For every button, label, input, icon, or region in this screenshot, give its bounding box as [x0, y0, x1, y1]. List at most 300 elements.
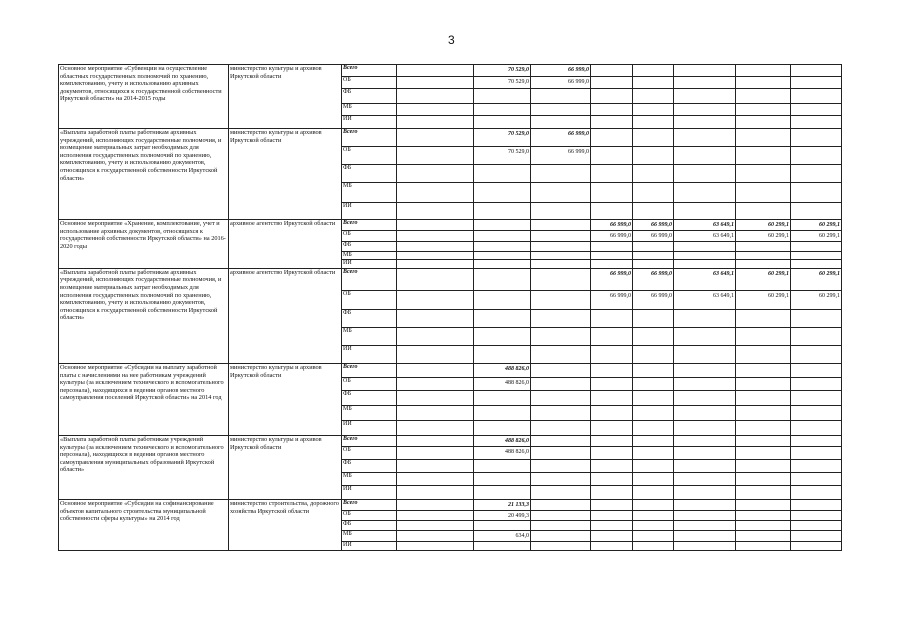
amount-cell	[791, 345, 842, 363]
table-row	[59, 65, 842, 77]
amount-cell	[531, 230, 591, 241]
amount-cell	[397, 147, 474, 165]
amount-cell: 488 826,0	[474, 436, 531, 447]
amount-cell	[791, 500, 842, 511]
amount-cell	[674, 89, 736, 104]
funding-source: МБ	[342, 531, 397, 542]
amount-cell	[736, 510, 791, 521]
funding-source: ИИ	[342, 542, 397, 551]
amount-cell	[531, 309, 591, 327]
amount-cell	[531, 165, 591, 183]
amount-cell	[531, 241, 591, 251]
program-table	[58, 64, 842, 551]
amount-cell	[633, 500, 674, 511]
amount-cell	[674, 542, 736, 551]
amount-cell	[474, 104, 531, 116]
amount-cell	[633, 116, 674, 129]
amount-cell	[591, 500, 633, 511]
amount-cell	[736, 165, 791, 183]
amount-cell	[791, 390, 842, 405]
amount-cell: 60 299,1	[736, 268, 791, 290]
amount-cell	[736, 421, 791, 436]
amount-cell	[633, 203, 674, 220]
amount-cell	[397, 531, 474, 542]
amount-cell	[474, 486, 531, 500]
amount-cell	[531, 251, 591, 260]
amount-cell: 60 299,1	[791, 290, 842, 309]
amount-cell	[633, 521, 674, 531]
amount-cell	[633, 447, 674, 460]
amount-cell	[791, 147, 842, 165]
amount-cell	[591, 473, 633, 486]
amount-cell	[791, 486, 842, 500]
amount-cell: 21 133,3	[474, 500, 531, 511]
amount-cell	[633, 260, 674, 269]
amount-cell	[531, 220, 591, 231]
amount-cell	[397, 421, 474, 436]
amount-cell	[591, 65, 633, 77]
amount-cell: 60 299,1	[791, 220, 842, 231]
amount-cell	[397, 65, 474, 77]
amount-cell: 488 826,0	[474, 363, 531, 377]
amount-cell	[633, 77, 674, 89]
funding-source: МБ	[342, 183, 397, 203]
amount-cell	[397, 436, 474, 447]
executor: архивное агентство Иркутской области	[229, 220, 342, 268]
amount-cell	[591, 147, 633, 165]
amount-cell: 66 999,0	[531, 129, 591, 147]
amount-cell	[633, 165, 674, 183]
funding-source: ИИ	[342, 260, 397, 269]
funding-source: Всего	[342, 65, 397, 77]
amount-cell	[531, 510, 591, 521]
amount-cell	[531, 521, 591, 531]
amount-cell	[474, 542, 531, 551]
amount-cell	[591, 421, 633, 436]
amount-cell: 63 649,1	[674, 230, 736, 241]
table-row	[59, 268, 842, 290]
amount-cell	[531, 345, 591, 363]
funding-source: Всего	[342, 129, 397, 147]
executor: министерство культуры и архивов Иркутской области	[229, 65, 342, 129]
amount-cell	[531, 436, 591, 447]
amount-cell: 63 649,1	[674, 268, 736, 290]
amount-cell	[791, 363, 842, 377]
amount-cell	[633, 473, 674, 486]
amount-cell	[633, 531, 674, 542]
funding-source: ОБ	[342, 447, 397, 460]
amount-cell	[531, 406, 591, 421]
amount-cell	[531, 116, 591, 129]
amount-cell	[736, 531, 791, 542]
funding-source: МБ	[342, 104, 397, 116]
amount-cell	[736, 406, 791, 421]
amount-cell	[397, 473, 474, 486]
amount-cell	[397, 77, 474, 89]
amount-cell	[397, 390, 474, 405]
amount-cell	[591, 521, 633, 531]
amount-cell	[736, 327, 791, 345]
amount-cell	[791, 183, 842, 203]
amount-cell	[397, 104, 474, 116]
funding-source: ИИ	[342, 486, 397, 500]
amount-cell	[736, 390, 791, 405]
activity-name: Основное мероприятие «Хранение, комплектование, учет и использование архивных документов, относящихся к государственной собственности Иркутской области» на 2016-2020 годы	[59, 220, 229, 268]
funding-source: МБ	[342, 327, 397, 345]
amount-cell	[736, 203, 791, 220]
amount-cell	[591, 251, 633, 260]
amount-cell	[397, 500, 474, 511]
amount-cell	[397, 116, 474, 129]
amount-cell	[531, 327, 591, 345]
amount-cell	[474, 89, 531, 104]
amount-cell	[591, 510, 633, 521]
amount-cell	[674, 531, 736, 542]
amount-cell: 66 999,0	[531, 77, 591, 89]
amount-cell	[633, 421, 674, 436]
amount-cell	[791, 447, 842, 460]
amount-cell	[674, 260, 736, 269]
activity-name: «Выплата заработной платы работникам архивных учреждений, исполняющих государственные полномочия, и возмещение материальных затрат необходимых для исполнения государственных полномочий по хранению, комплектованию, учету и использованию документов, относящихся к государственной собственности Иркутской области»	[59, 268, 229, 363]
amount-cell	[736, 542, 791, 551]
amount-cell	[474, 345, 531, 363]
amount-cell	[397, 268, 474, 290]
amount-cell	[474, 220, 531, 231]
amount-cell	[674, 309, 736, 327]
amount-cell	[531, 447, 591, 460]
amount-cell	[474, 116, 531, 129]
amount-cell	[474, 230, 531, 241]
amount-cell	[791, 460, 842, 473]
amount-cell	[791, 116, 842, 129]
amount-cell	[791, 251, 842, 260]
amount-cell	[736, 241, 791, 251]
amount-cell	[633, 510, 674, 521]
amount-cell	[591, 436, 633, 447]
amount-cell: 63 649,1	[674, 220, 736, 231]
table-row	[59, 363, 842, 377]
amount-cell: 66 999,0	[633, 290, 674, 309]
amount-cell	[633, 377, 674, 390]
amount-cell	[397, 241, 474, 251]
funding-source: МБ	[342, 473, 397, 486]
amount-cell	[474, 406, 531, 421]
amount-cell	[674, 436, 736, 447]
amount-cell	[791, 327, 842, 345]
amount-cell	[674, 203, 736, 220]
amount-cell	[397, 406, 474, 421]
amount-cell: 20 499,3	[474, 510, 531, 521]
amount-cell	[474, 521, 531, 531]
amount-cell	[736, 345, 791, 363]
amount-cell	[531, 473, 591, 486]
amount-cell	[674, 421, 736, 436]
amount-cell	[736, 436, 791, 447]
funding-source: МБ	[342, 406, 397, 421]
amount-cell	[397, 309, 474, 327]
amount-cell	[736, 309, 791, 327]
amount-cell	[674, 510, 736, 521]
amount-cell	[736, 460, 791, 473]
amount-cell	[633, 147, 674, 165]
amount-cell	[736, 77, 791, 89]
amount-cell: 634,0	[474, 531, 531, 542]
amount-cell	[791, 521, 842, 531]
amount-cell	[633, 345, 674, 363]
amount-cell	[531, 260, 591, 269]
funding-source: ОБ	[342, 147, 397, 165]
amount-cell	[474, 309, 531, 327]
amount-cell	[531, 542, 591, 551]
amount-cell	[791, 165, 842, 183]
amount-cell	[791, 203, 842, 220]
amount-cell	[633, 390, 674, 405]
amount-cell	[591, 363, 633, 377]
amount-cell: 63 649,1	[674, 290, 736, 309]
funding-source: Всего	[342, 500, 397, 511]
amount-cell	[674, 345, 736, 363]
amount-cell: 60 299,1	[736, 290, 791, 309]
amount-cell	[397, 460, 474, 473]
funding-source: ИИ	[342, 203, 397, 220]
amount-cell	[591, 129, 633, 147]
amount-cell	[591, 241, 633, 251]
amount-cell: 70 529,0	[474, 65, 531, 77]
table-row	[59, 500, 842, 511]
amount-cell	[397, 447, 474, 460]
amount-cell	[531, 104, 591, 116]
amount-cell	[591, 327, 633, 345]
amount-cell	[591, 542, 633, 551]
amount-cell	[591, 116, 633, 129]
amount-cell	[531, 89, 591, 104]
table-row	[59, 220, 842, 231]
amount-cell	[633, 183, 674, 203]
amount-cell	[474, 327, 531, 345]
amount-cell	[591, 260, 633, 269]
amount-cell	[591, 531, 633, 542]
executor: министерство строительства, дорожного хозяйства Иркутской области	[229, 500, 342, 551]
amount-cell	[674, 65, 736, 77]
amount-cell	[531, 531, 591, 542]
activity-name: Основное мероприятие «Субсидии на софинансирование объектов капитального строительства муниципальной собственности сферы культуры» на 2014 год	[59, 500, 229, 551]
funding-source: ФБ	[342, 241, 397, 251]
amount-cell	[674, 104, 736, 116]
amount-cell	[397, 345, 474, 363]
amount-cell	[591, 165, 633, 183]
amount-cell	[674, 241, 736, 251]
amount-cell	[791, 241, 842, 251]
amount-cell: 66 999,0	[591, 290, 633, 309]
amount-cell	[791, 377, 842, 390]
funding-source: Всего	[342, 268, 397, 290]
activity-name: «Выплата заработной платы работникам архивных учреждений, исполняющих государственные полномочия, и возмещение материальных затрат необходимых для исполнения государственных полномочий по хранению, комплектованию, учету и использованию документов, относящихся к государственной собственности Иркутской области»	[59, 129, 229, 220]
amount-cell: 60 299,1	[791, 268, 842, 290]
funding-source: ФБ	[342, 309, 397, 327]
funding-source: ИИ	[342, 421, 397, 436]
amount-cell	[474, 203, 531, 220]
amount-cell	[474, 473, 531, 486]
amount-cell	[397, 183, 474, 203]
amount-cell: 60 299,1	[736, 230, 791, 241]
amount-cell	[633, 542, 674, 551]
amount-cell	[397, 542, 474, 551]
amount-cell	[736, 500, 791, 511]
amount-cell	[474, 165, 531, 183]
amount-cell	[531, 486, 591, 500]
executor: министерство культуры и архивов Иркутской области	[229, 436, 342, 500]
funding-source: ФБ	[342, 165, 397, 183]
amount-cell	[674, 377, 736, 390]
amount-cell	[674, 183, 736, 203]
amount-cell: 66 999,0	[531, 147, 591, 165]
amount-cell	[474, 268, 531, 290]
amount-cell	[633, 251, 674, 260]
amount-cell	[674, 460, 736, 473]
amount-cell	[397, 290, 474, 309]
amount-cell	[591, 447, 633, 460]
amount-cell	[531, 183, 591, 203]
amount-cell	[736, 147, 791, 165]
amount-cell	[397, 521, 474, 531]
table-row	[59, 129, 842, 147]
funding-source: Всего	[342, 363, 397, 377]
amount-cell	[397, 510, 474, 521]
amount-cell	[674, 77, 736, 89]
amount-cell	[674, 500, 736, 511]
amount-cell	[591, 104, 633, 116]
amount-cell	[531, 500, 591, 511]
amount-cell	[736, 251, 791, 260]
amount-cell	[474, 260, 531, 269]
funding-source: ОБ	[342, 290, 397, 309]
amount-cell	[474, 390, 531, 405]
amount-cell	[474, 460, 531, 473]
amount-cell	[531, 377, 591, 390]
funding-source: ФБ	[342, 460, 397, 473]
amount-cell	[791, 309, 842, 327]
amount-cell	[674, 129, 736, 147]
amount-cell	[531, 460, 591, 473]
amount-cell	[633, 129, 674, 147]
amount-cell	[633, 436, 674, 447]
amount-cell	[474, 421, 531, 436]
amount-cell	[736, 183, 791, 203]
funding-source: ОБ	[342, 77, 397, 89]
amount-cell	[397, 230, 474, 241]
amount-cell: 60 299,1	[736, 220, 791, 231]
activity-name: Основное мероприятие «Субсидии на выплату заработной платы с начислениями на нее работникам учреждений культуры (за исключением технического и вспомогательного персонала), находящихся в ведении органов местного самоуправления поселений Иркутской области» на 2014 год	[59, 363, 229, 435]
amount-cell	[791, 510, 842, 521]
activity-name: «Выплата заработной платы работникам учреждений культуры (за исключением технического и вспомогательного персонала), находящихся в ведении органов местного самоуправления муниципальных образований Иркутской области»	[59, 436, 229, 500]
amount-cell	[591, 309, 633, 327]
executor: архивное агентство Иркутской области	[229, 268, 342, 363]
amount-cell: 70 529,0	[474, 129, 531, 147]
amount-cell	[791, 77, 842, 89]
amount-cell	[791, 531, 842, 542]
amount-cell	[736, 260, 791, 269]
amount-cell	[736, 116, 791, 129]
executor: министерство культуры и архивов Иркутской области	[229, 129, 342, 220]
amount-cell	[591, 77, 633, 89]
activity-name: Основное мероприятие «Субвенции на осуществление областных государственных полномочий по хранению, комплектованию, учету и использованию архивных документов, относящихся к государственной собственности Иркутской области» на 2014-2015 годы	[59, 65, 229, 129]
amount-cell	[674, 116, 736, 129]
amount-cell	[674, 251, 736, 260]
amount-cell	[674, 473, 736, 486]
amount-cell: 66 999,0	[591, 268, 633, 290]
amount-cell	[531, 203, 591, 220]
amount-cell	[791, 65, 842, 77]
amount-cell	[736, 104, 791, 116]
amount-cell	[397, 165, 474, 183]
funding-source: МБ	[342, 251, 397, 260]
amount-cell	[736, 65, 791, 77]
amount-cell	[674, 486, 736, 500]
amount-cell	[791, 129, 842, 147]
amount-cell	[736, 377, 791, 390]
amount-cell: 488 826,0	[474, 377, 531, 390]
amount-cell	[736, 129, 791, 147]
amount-cell	[591, 486, 633, 500]
amount-cell	[531, 390, 591, 405]
amount-cell	[674, 363, 736, 377]
amount-cell	[474, 183, 531, 203]
amount-cell	[591, 390, 633, 405]
amount-cell	[791, 104, 842, 116]
amount-cell	[591, 203, 633, 220]
amount-cell	[674, 390, 736, 405]
table-row	[59, 436, 842, 447]
amount-cell	[397, 363, 474, 377]
funding-source: ИИ	[342, 345, 397, 363]
amount-cell	[674, 521, 736, 531]
amount-cell	[633, 309, 674, 327]
funding-source: ФБ	[342, 390, 397, 405]
amount-cell: 66 999,0	[531, 65, 591, 77]
amount-cell	[633, 241, 674, 251]
amount-cell	[531, 363, 591, 377]
funding-source: ФБ	[342, 89, 397, 104]
amount-cell	[736, 473, 791, 486]
amount-cell	[633, 65, 674, 77]
amount-cell	[791, 473, 842, 486]
amount-cell	[674, 406, 736, 421]
amount-cell	[633, 486, 674, 500]
amount-cell	[397, 89, 474, 104]
amount-cell	[674, 327, 736, 345]
amount-cell	[397, 377, 474, 390]
funding-source: ОБ	[342, 230, 397, 241]
amount-cell	[791, 421, 842, 436]
amount-cell	[791, 260, 842, 269]
amount-cell	[736, 363, 791, 377]
amount-cell	[633, 89, 674, 104]
amount-cell	[531, 421, 591, 436]
amount-cell: 66 999,0	[633, 220, 674, 231]
amount-cell	[397, 327, 474, 345]
amount-cell	[791, 436, 842, 447]
amount-cell: 70 529,0	[474, 147, 531, 165]
amount-cell	[474, 241, 531, 251]
funding-source: ИИ	[342, 116, 397, 129]
amount-cell: 66 999,0	[633, 268, 674, 290]
page-number: 3	[448, 33, 455, 47]
amount-cell	[397, 486, 474, 500]
amount-cell	[633, 406, 674, 421]
amount-cell: 66 999,0	[591, 220, 633, 231]
amount-cell	[736, 447, 791, 460]
amount-cell	[531, 290, 591, 309]
